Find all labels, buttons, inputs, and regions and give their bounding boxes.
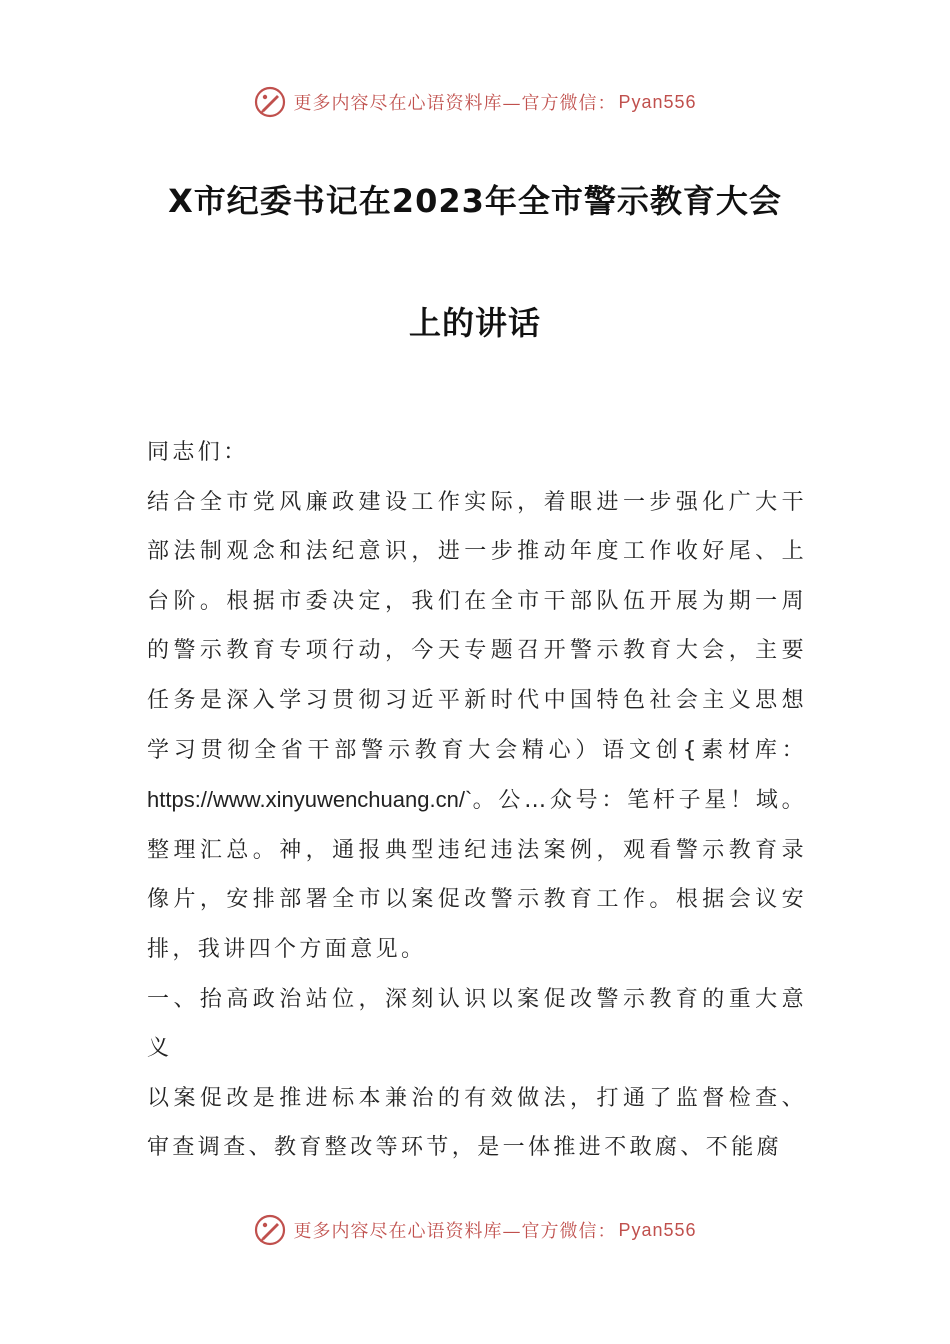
section-heading-1: 一、抬高政治站位，深刻认识以案促改警示教育的重大意义 [147, 986, 807, 1062]
paragraph-1-text-b: 。公…众号：笔杆子星！域。整理汇总。神，通报典型违纪违法案例，观看警示教育录像片，安排部署全市以案促改警示教育工作。根据会议安排，我讲四个方面意见。 [147, 788, 807, 962]
source-url: https://www.xinyuwenchuang.cn/` [147, 787, 473, 813]
document-title-line2: 上的讲话 [408, 304, 541, 342]
paragraph-1 [147, 478, 807, 975]
paragraph-2: 以案促改是推进标本兼治的有效做法，打通了监督检查、审查调查、教育整改等环节，是一体推进不敢腐、不能腐 [147, 1085, 807, 1161]
watermark-footer [0, 1210, 950, 1250]
watermark-text: 更多内容尽在心语资料库—官方微信： [293, 1221, 617, 1242]
pen-logo-icon [253, 1213, 287, 1247]
watermark-wechat-id: Pyan556 [618, 1219, 697, 1240]
watermark-wechat-id: Pyan556 [618, 91, 697, 112]
document-title-line1: X市纪委书记在2023年全市警示教育大会 [168, 182, 782, 220]
watermark-text: 更多内容尽在心语资料库—官方微信： [293, 93, 617, 114]
watermark-header [0, 82, 950, 122]
document-body [147, 428, 807, 1173]
paragraph-1-text-a: 结合全市党风廉政建设工作实际，着眼进一步强化广大干部法制观念和法纪意识，进一步推动年度工作收好尾、上台阶。根据市委决定，我们在全市干部队伍开展为期一周的警示教育专项行动，今天专题召开警示教育大会，主要任务是深入学习贯彻习近平新时代中国特色社会主义思想学习贯彻全省干部警示教育大会精心）语文创{素材库： [147, 489, 807, 763]
salutation: 同志们： [147, 440, 249, 465]
pen-logo-icon [253, 85, 287, 119]
